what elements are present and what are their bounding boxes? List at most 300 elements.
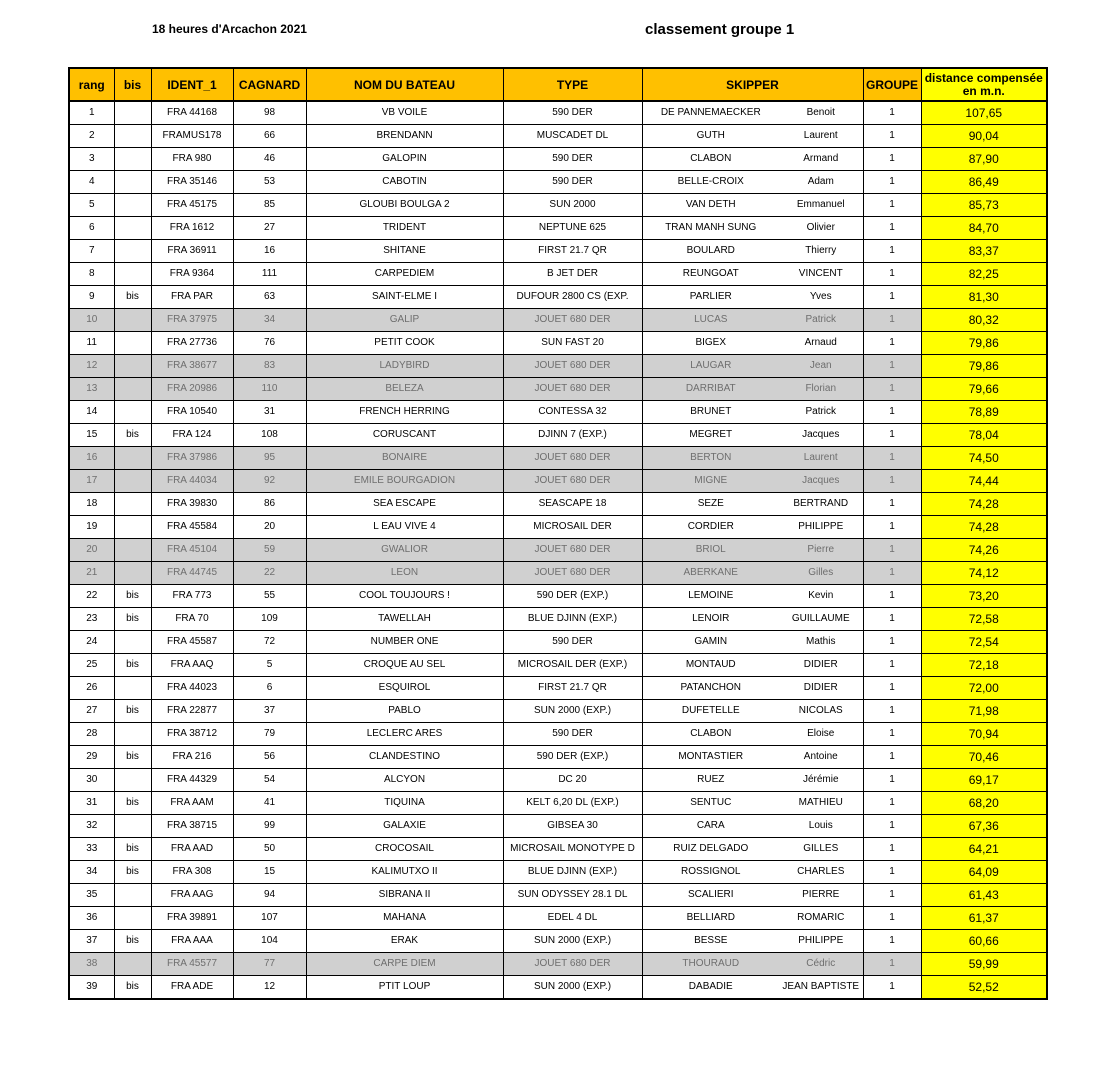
cell-nom: PETIT COOK: [306, 332, 503, 355]
cell-skipper-last: MONTASTIER: [642, 746, 779, 769]
cell-cagnard: 15: [233, 861, 306, 884]
cell-ident: FRA ADE: [151, 976, 233, 1000]
cell-type: JOUET 680 DER: [503, 562, 642, 585]
cell-rang: 11: [69, 332, 114, 355]
table-row: [69, 815, 1047, 838]
cell-ident: FRA 216: [151, 746, 233, 769]
table-row: [69, 700, 1047, 723]
cell-skipper-last: LENOIR: [642, 608, 779, 631]
cell-cagnard: 63: [233, 286, 306, 309]
cell-ident: FRA 45175: [151, 194, 233, 217]
cell-ident: FRA 44023: [151, 677, 233, 700]
cell-distance: 74,28: [921, 493, 1047, 516]
cell-groupe: 1: [863, 378, 921, 401]
cell-skipper-first: PHILIPPE: [779, 516, 863, 539]
cell-type: SUN FAST 20: [503, 332, 642, 355]
cell-distance: 69,17: [921, 769, 1047, 792]
table-row: [69, 769, 1047, 792]
cell-type: JOUET 680 DER: [503, 355, 642, 378]
cell-groupe: 1: [863, 240, 921, 263]
cell-cagnard: 53: [233, 171, 306, 194]
cell-nom: GWALIOR: [306, 539, 503, 562]
table-row: [69, 631, 1047, 654]
cell-cagnard: 85: [233, 194, 306, 217]
table-row: [69, 401, 1047, 424]
cell-distance: 64,21: [921, 838, 1047, 861]
table-row: [69, 861, 1047, 884]
cell-ident: FRA 36911: [151, 240, 233, 263]
cell-ident: FRA 20986: [151, 378, 233, 401]
cell-ident: FRA 37975: [151, 309, 233, 332]
cell-distance: 70,46: [921, 746, 1047, 769]
cell-distance: 68,20: [921, 792, 1047, 815]
cell-type: 590 DER (EXP.): [503, 585, 642, 608]
cell-bis: bis: [114, 286, 151, 309]
cell-type: GIBSEA 30: [503, 815, 642, 838]
cell-distance: 87,90: [921, 148, 1047, 171]
cell-groupe: 1: [863, 723, 921, 746]
table-row: [69, 953, 1047, 976]
cell-rang: 3: [69, 148, 114, 171]
cell-nom: COOL TOUJOURS !: [306, 585, 503, 608]
cell-type: SUN 2000: [503, 194, 642, 217]
cell-ident: FRA 45587: [151, 631, 233, 654]
cell-distance: 70,94: [921, 723, 1047, 746]
cell-rang: 19: [69, 516, 114, 539]
cell-nom: TIQUINA: [306, 792, 503, 815]
cell-bis: [114, 907, 151, 930]
cell-rang: 17: [69, 470, 114, 493]
cell-cagnard: 66: [233, 125, 306, 148]
cell-ident: FRA 39830: [151, 493, 233, 516]
cell-nom: PTIT LOUP: [306, 976, 503, 1000]
table-row: [69, 884, 1047, 907]
cell-cagnard: 99: [233, 815, 306, 838]
cell-skipper-first: NICOLAS: [779, 700, 863, 723]
cell-cagnard: 95: [233, 447, 306, 470]
cell-distance: 78,89: [921, 401, 1047, 424]
cell-rang: 29: [69, 746, 114, 769]
cell-skipper-first: Kevin: [779, 585, 863, 608]
cell-nom: GLOUBI BOULGA 2: [306, 194, 503, 217]
cell-bis: [114, 815, 151, 838]
cell-distance: 85,73: [921, 194, 1047, 217]
cell-distance: 52,52: [921, 976, 1047, 1000]
cell-bis: [114, 101, 151, 125]
cell-rang: 28: [69, 723, 114, 746]
cell-bis: [114, 401, 151, 424]
cell-distance: 90,04: [921, 125, 1047, 148]
cell-bis: [114, 309, 151, 332]
cell-type: FIRST 21.7 QR: [503, 677, 642, 700]
cell-skipper-first: Benoit: [779, 101, 863, 125]
cell-skipper-first: Cédric: [779, 953, 863, 976]
cell-skipper-first: PHILIPPE: [779, 930, 863, 953]
cell-ident: FRA 44745: [151, 562, 233, 585]
cell-rang: 21: [69, 562, 114, 585]
cell-distance: 59,99: [921, 953, 1047, 976]
cell-cagnard: 5: [233, 654, 306, 677]
cell-nom: BRENDANN: [306, 125, 503, 148]
cell-bis: bis: [114, 861, 151, 884]
table-row: [69, 125, 1047, 148]
ranking-title: classement groupe 1: [645, 21, 795, 38]
cell-groupe: 1: [863, 953, 921, 976]
cell-ident: FRA 773: [151, 585, 233, 608]
cell-type: JOUET 680 DER: [503, 470, 642, 493]
cell-distance: 74,12: [921, 562, 1047, 585]
cell-ident: FRA 44168: [151, 101, 233, 125]
cell-groupe: 1: [863, 309, 921, 332]
cell-distance: 78,04: [921, 424, 1047, 447]
cell-cagnard: 59: [233, 539, 306, 562]
cell-nom: LEON: [306, 562, 503, 585]
col-header-cagnard: CAGNARD: [233, 68, 306, 101]
cell-bis: bis: [114, 700, 151, 723]
table-row: [69, 539, 1047, 562]
cell-rang: 12: [69, 355, 114, 378]
cell-cagnard: 86: [233, 493, 306, 516]
cell-bis: bis: [114, 930, 151, 953]
cell-type: B JET DER: [503, 263, 642, 286]
cell-skipper-first: Eloise: [779, 723, 863, 746]
cell-skipper-last: CLABON: [642, 723, 779, 746]
cell-skipper-first: DIDIER: [779, 677, 863, 700]
cell-ident: FRA 45584: [151, 516, 233, 539]
ranking-table: [68, 67, 1048, 1000]
cell-ident: FRA AAD: [151, 838, 233, 861]
cell-type: 590 DER: [503, 723, 642, 746]
cell-bis: bis: [114, 792, 151, 815]
cell-distance: 74,44: [921, 470, 1047, 493]
cell-groupe: 1: [863, 194, 921, 217]
cell-groupe: 1: [863, 539, 921, 562]
table-row: [69, 378, 1047, 401]
cell-distance: 67,36: [921, 815, 1047, 838]
cell-ident: FRA 35146: [151, 171, 233, 194]
cell-distance: 82,25: [921, 263, 1047, 286]
cell-cagnard: 110: [233, 378, 306, 401]
cell-type: DUFOUR 2800 CS (EXP.: [503, 286, 642, 309]
cell-nom: FRENCH HERRING: [306, 401, 503, 424]
table-row: [69, 907, 1047, 930]
cell-bis: [114, 240, 151, 263]
cell-distance: 84,70: [921, 217, 1047, 240]
col-header-bis: bis: [114, 68, 151, 101]
cell-bis: bis: [114, 838, 151, 861]
cell-type: MUSCADET DL: [503, 125, 642, 148]
cell-cagnard: 20: [233, 516, 306, 539]
cell-skipper-last: BELLE-CROIX: [642, 171, 779, 194]
cell-rang: 1: [69, 101, 114, 125]
cell-nom: GALOPIN: [306, 148, 503, 171]
cell-type: 590 DER: [503, 631, 642, 654]
cell-groupe: 1: [863, 976, 921, 1000]
cell-skipper-last: BRIOL: [642, 539, 779, 562]
cell-skipper-last: BESSE: [642, 930, 779, 953]
cell-skipper-first: Antoine: [779, 746, 863, 769]
cell-nom: BELEZA: [306, 378, 503, 401]
cell-groupe: 1: [863, 930, 921, 953]
cell-bis: [114, 539, 151, 562]
cell-rang: 23: [69, 608, 114, 631]
cell-type: 590 DER (EXP.): [503, 746, 642, 769]
cell-distance: 80,32: [921, 309, 1047, 332]
cell-ident: FRAMUS178: [151, 125, 233, 148]
cell-bis: [114, 263, 151, 286]
cell-ident: FRA 1612: [151, 217, 233, 240]
cell-groupe: 1: [863, 101, 921, 125]
table-row: [69, 608, 1047, 631]
cell-ident: FRA 308: [151, 861, 233, 884]
cell-bis: bis: [114, 424, 151, 447]
table-row: [69, 562, 1047, 585]
table-row: [69, 585, 1047, 608]
cell-nom: TAWELLAH: [306, 608, 503, 631]
table-row: [69, 838, 1047, 861]
col-header-ident: IDENT_1: [151, 68, 233, 101]
cell-groupe: 1: [863, 355, 921, 378]
cell-distance: 79,86: [921, 332, 1047, 355]
cell-type: 590 DER: [503, 171, 642, 194]
cell-ident: FRA 980: [151, 148, 233, 171]
cell-type: 590 DER: [503, 148, 642, 171]
cell-cagnard: 76: [233, 332, 306, 355]
cell-skipper-last: DABADIE: [642, 976, 779, 1000]
cell-rang: 20: [69, 539, 114, 562]
cell-cagnard: 107: [233, 907, 306, 930]
cell-cagnard: 72: [233, 631, 306, 654]
col-header-type: TYPE: [503, 68, 642, 101]
cell-bis: bis: [114, 608, 151, 631]
cell-groupe: 1: [863, 907, 921, 930]
cell-rang: 18: [69, 493, 114, 516]
cell-ident: FRA 9364: [151, 263, 233, 286]
cell-bis: [114, 769, 151, 792]
cell-bis: bis: [114, 585, 151, 608]
cell-groupe: 1: [863, 608, 921, 631]
cell-distance: 72,18: [921, 654, 1047, 677]
cell-skipper-last: RUEZ: [642, 769, 779, 792]
cell-cagnard: 54: [233, 769, 306, 792]
col-header-groupe: GROUPE: [863, 68, 921, 101]
cell-cagnard: 98: [233, 101, 306, 125]
cell-skipper-first: Louis: [779, 815, 863, 838]
cell-rang: 24: [69, 631, 114, 654]
cell-distance: 107,65: [921, 101, 1047, 125]
cell-cagnard: 56: [233, 746, 306, 769]
cell-rang: 6: [69, 217, 114, 240]
cell-bis: [114, 355, 151, 378]
table-row: [69, 309, 1047, 332]
cell-cagnard: 108: [233, 424, 306, 447]
cell-skipper-last: CORDIER: [642, 516, 779, 539]
cell-skipper-first: GUILLAUME: [779, 608, 863, 631]
col-header-distance-line1: distance compensée: [924, 70, 1043, 85]
cell-bis: [114, 194, 151, 217]
table-row: [69, 101, 1047, 125]
cell-rang: 10: [69, 309, 114, 332]
cell-nom: NUMBER ONE: [306, 631, 503, 654]
col-header-distance-line2: en m.n.: [962, 83, 1005, 98]
cell-distance: 74,50: [921, 447, 1047, 470]
table-row: [69, 516, 1047, 539]
cell-cagnard: 34: [233, 309, 306, 332]
cell-groupe: 1: [863, 884, 921, 907]
cell-ident: FRA 38677: [151, 355, 233, 378]
col-header-nom: NOM DU BATEAU: [306, 68, 503, 101]
cell-skipper-last: BIGEX: [642, 332, 779, 355]
cell-bis: bis: [114, 746, 151, 769]
cell-groupe: 1: [863, 148, 921, 171]
cell-nom: TRIDENT: [306, 217, 503, 240]
cell-cagnard: 46: [233, 148, 306, 171]
cell-ident: FRA 39891: [151, 907, 233, 930]
cell-rang: 9: [69, 286, 114, 309]
cell-cagnard: 27: [233, 217, 306, 240]
cell-ident: FRA 27736: [151, 332, 233, 355]
cell-bis: [114, 332, 151, 355]
cell-skipper-first: Laurent: [779, 125, 863, 148]
cell-groupe: 1: [863, 125, 921, 148]
cell-bis: [114, 470, 151, 493]
table-row: [69, 792, 1047, 815]
cell-skipper-last: ABERKANE: [642, 562, 779, 585]
cell-ident: FRA 37986: [151, 447, 233, 470]
cell-type: EDEL 4 DL: [503, 907, 642, 930]
cell-ident: FRA AAQ: [151, 654, 233, 677]
cell-rang: 2: [69, 125, 114, 148]
cell-rang: 26: [69, 677, 114, 700]
cell-rang: 27: [69, 700, 114, 723]
col-header-rang: rang: [69, 68, 114, 101]
cell-nom: ESQUIROL: [306, 677, 503, 700]
cell-rang: 14: [69, 401, 114, 424]
cell-skipper-last: DARRIBAT: [642, 378, 779, 401]
cell-cagnard: 79: [233, 723, 306, 746]
cell-ident: FRA 45577: [151, 953, 233, 976]
cell-type: SUN 2000 (EXP.): [503, 976, 642, 1000]
cell-groupe: 1: [863, 217, 921, 240]
cell-type: 590 DER: [503, 101, 642, 125]
cell-nom: BONAIRE: [306, 447, 503, 470]
cell-rang: 37: [69, 930, 114, 953]
cell-rang: 7: [69, 240, 114, 263]
cell-ident: FRA 124: [151, 424, 233, 447]
cell-ident: FRA 10540: [151, 401, 233, 424]
cell-skipper-last: DE PANNEMAECKER: [642, 101, 779, 125]
table-row: [69, 217, 1047, 240]
cell-cagnard: 50: [233, 838, 306, 861]
cell-distance: 73,20: [921, 585, 1047, 608]
table-row: [69, 470, 1047, 493]
cell-cagnard: 16: [233, 240, 306, 263]
cell-ident: FRA AAG: [151, 884, 233, 907]
cell-nom: LECLERC ARES: [306, 723, 503, 746]
cell-type: BLUE DJINN (EXP.): [503, 608, 642, 631]
cell-cagnard: 109: [233, 608, 306, 631]
cell-nom: CARPEDIEM: [306, 263, 503, 286]
cell-rang: 38: [69, 953, 114, 976]
cell-groupe: 1: [863, 286, 921, 309]
cell-groupe: 1: [863, 700, 921, 723]
cell-groupe: 1: [863, 447, 921, 470]
cell-groupe: 1: [863, 562, 921, 585]
cell-groupe: 1: [863, 792, 921, 815]
cell-skipper-first: Pierre: [779, 539, 863, 562]
cell-distance: 61,43: [921, 884, 1047, 907]
cell-groupe: 1: [863, 746, 921, 769]
cell-skipper-last: PATANCHON: [642, 677, 779, 700]
cell-nom: VB VOILE: [306, 101, 503, 125]
cell-type: SUN 2000 (EXP.): [503, 930, 642, 953]
cell-cagnard: 12: [233, 976, 306, 1000]
table-row: [69, 654, 1047, 677]
table-row: [69, 424, 1047, 447]
cell-nom: CROCOSAIL: [306, 838, 503, 861]
cell-skipper-last: MIGNE: [642, 470, 779, 493]
cell-groupe: 1: [863, 516, 921, 539]
cell-skipper-first: Florian: [779, 378, 863, 401]
cell-skipper-first: BERTRAND: [779, 493, 863, 516]
cell-type: KELT 6,20 DL (EXP.): [503, 792, 642, 815]
cell-distance: 86,49: [921, 171, 1047, 194]
cell-distance: 71,98: [921, 700, 1047, 723]
cell-groupe: 1: [863, 861, 921, 884]
cell-distance: 79,86: [921, 355, 1047, 378]
cell-bis: [114, 217, 151, 240]
cell-skipper-last: CLABON: [642, 148, 779, 171]
cell-skipper-last: SEZE: [642, 493, 779, 516]
cell-nom: CABOTIN: [306, 171, 503, 194]
cell-groupe: 1: [863, 654, 921, 677]
cell-type: FIRST 21.7 QR: [503, 240, 642, 263]
cell-cagnard: 83: [233, 355, 306, 378]
cell-ident: FRA AAM: [151, 792, 233, 815]
table-row: [69, 171, 1047, 194]
cell-type: DJINN 7 (EXP.): [503, 424, 642, 447]
cell-cagnard: 22: [233, 562, 306, 585]
cell-type: SUN ODYSSEY 28.1 DL: [503, 884, 642, 907]
cell-distance: 74,26: [921, 539, 1047, 562]
cell-rang: 36: [69, 907, 114, 930]
cell-rang: 34: [69, 861, 114, 884]
cell-type: SEASCAPE 18: [503, 493, 642, 516]
cell-rang: 25: [69, 654, 114, 677]
cell-bis: [114, 884, 151, 907]
cell-cagnard: 92: [233, 470, 306, 493]
cell-distance: 83,37: [921, 240, 1047, 263]
cell-skipper-last: BOULARD: [642, 240, 779, 263]
cell-skipper-last: REUNGOAT: [642, 263, 779, 286]
cell-type: CONTESSA 32: [503, 401, 642, 424]
cell-type: JOUET 680 DER: [503, 539, 642, 562]
cell-skipper-first: Patrick: [779, 309, 863, 332]
cell-skipper-first: VINCENT: [779, 263, 863, 286]
cell-nom: GALIP: [306, 309, 503, 332]
cell-skipper-first: Arnaud: [779, 332, 863, 355]
cell-bis: [114, 516, 151, 539]
cell-type: SUN 2000 (EXP.): [503, 700, 642, 723]
cell-groupe: 1: [863, 815, 921, 838]
cell-ident: FRA PAR: [151, 286, 233, 309]
cell-rang: 15: [69, 424, 114, 447]
event-title: 18 heures d'Arcachon 2021: [152, 22, 307, 36]
cell-skipper-last: RUIZ DELGADO: [642, 838, 779, 861]
cell-skipper-first: MATHIEU: [779, 792, 863, 815]
cell-nom: LADYBIRD: [306, 355, 503, 378]
cell-rang: 32: [69, 815, 114, 838]
